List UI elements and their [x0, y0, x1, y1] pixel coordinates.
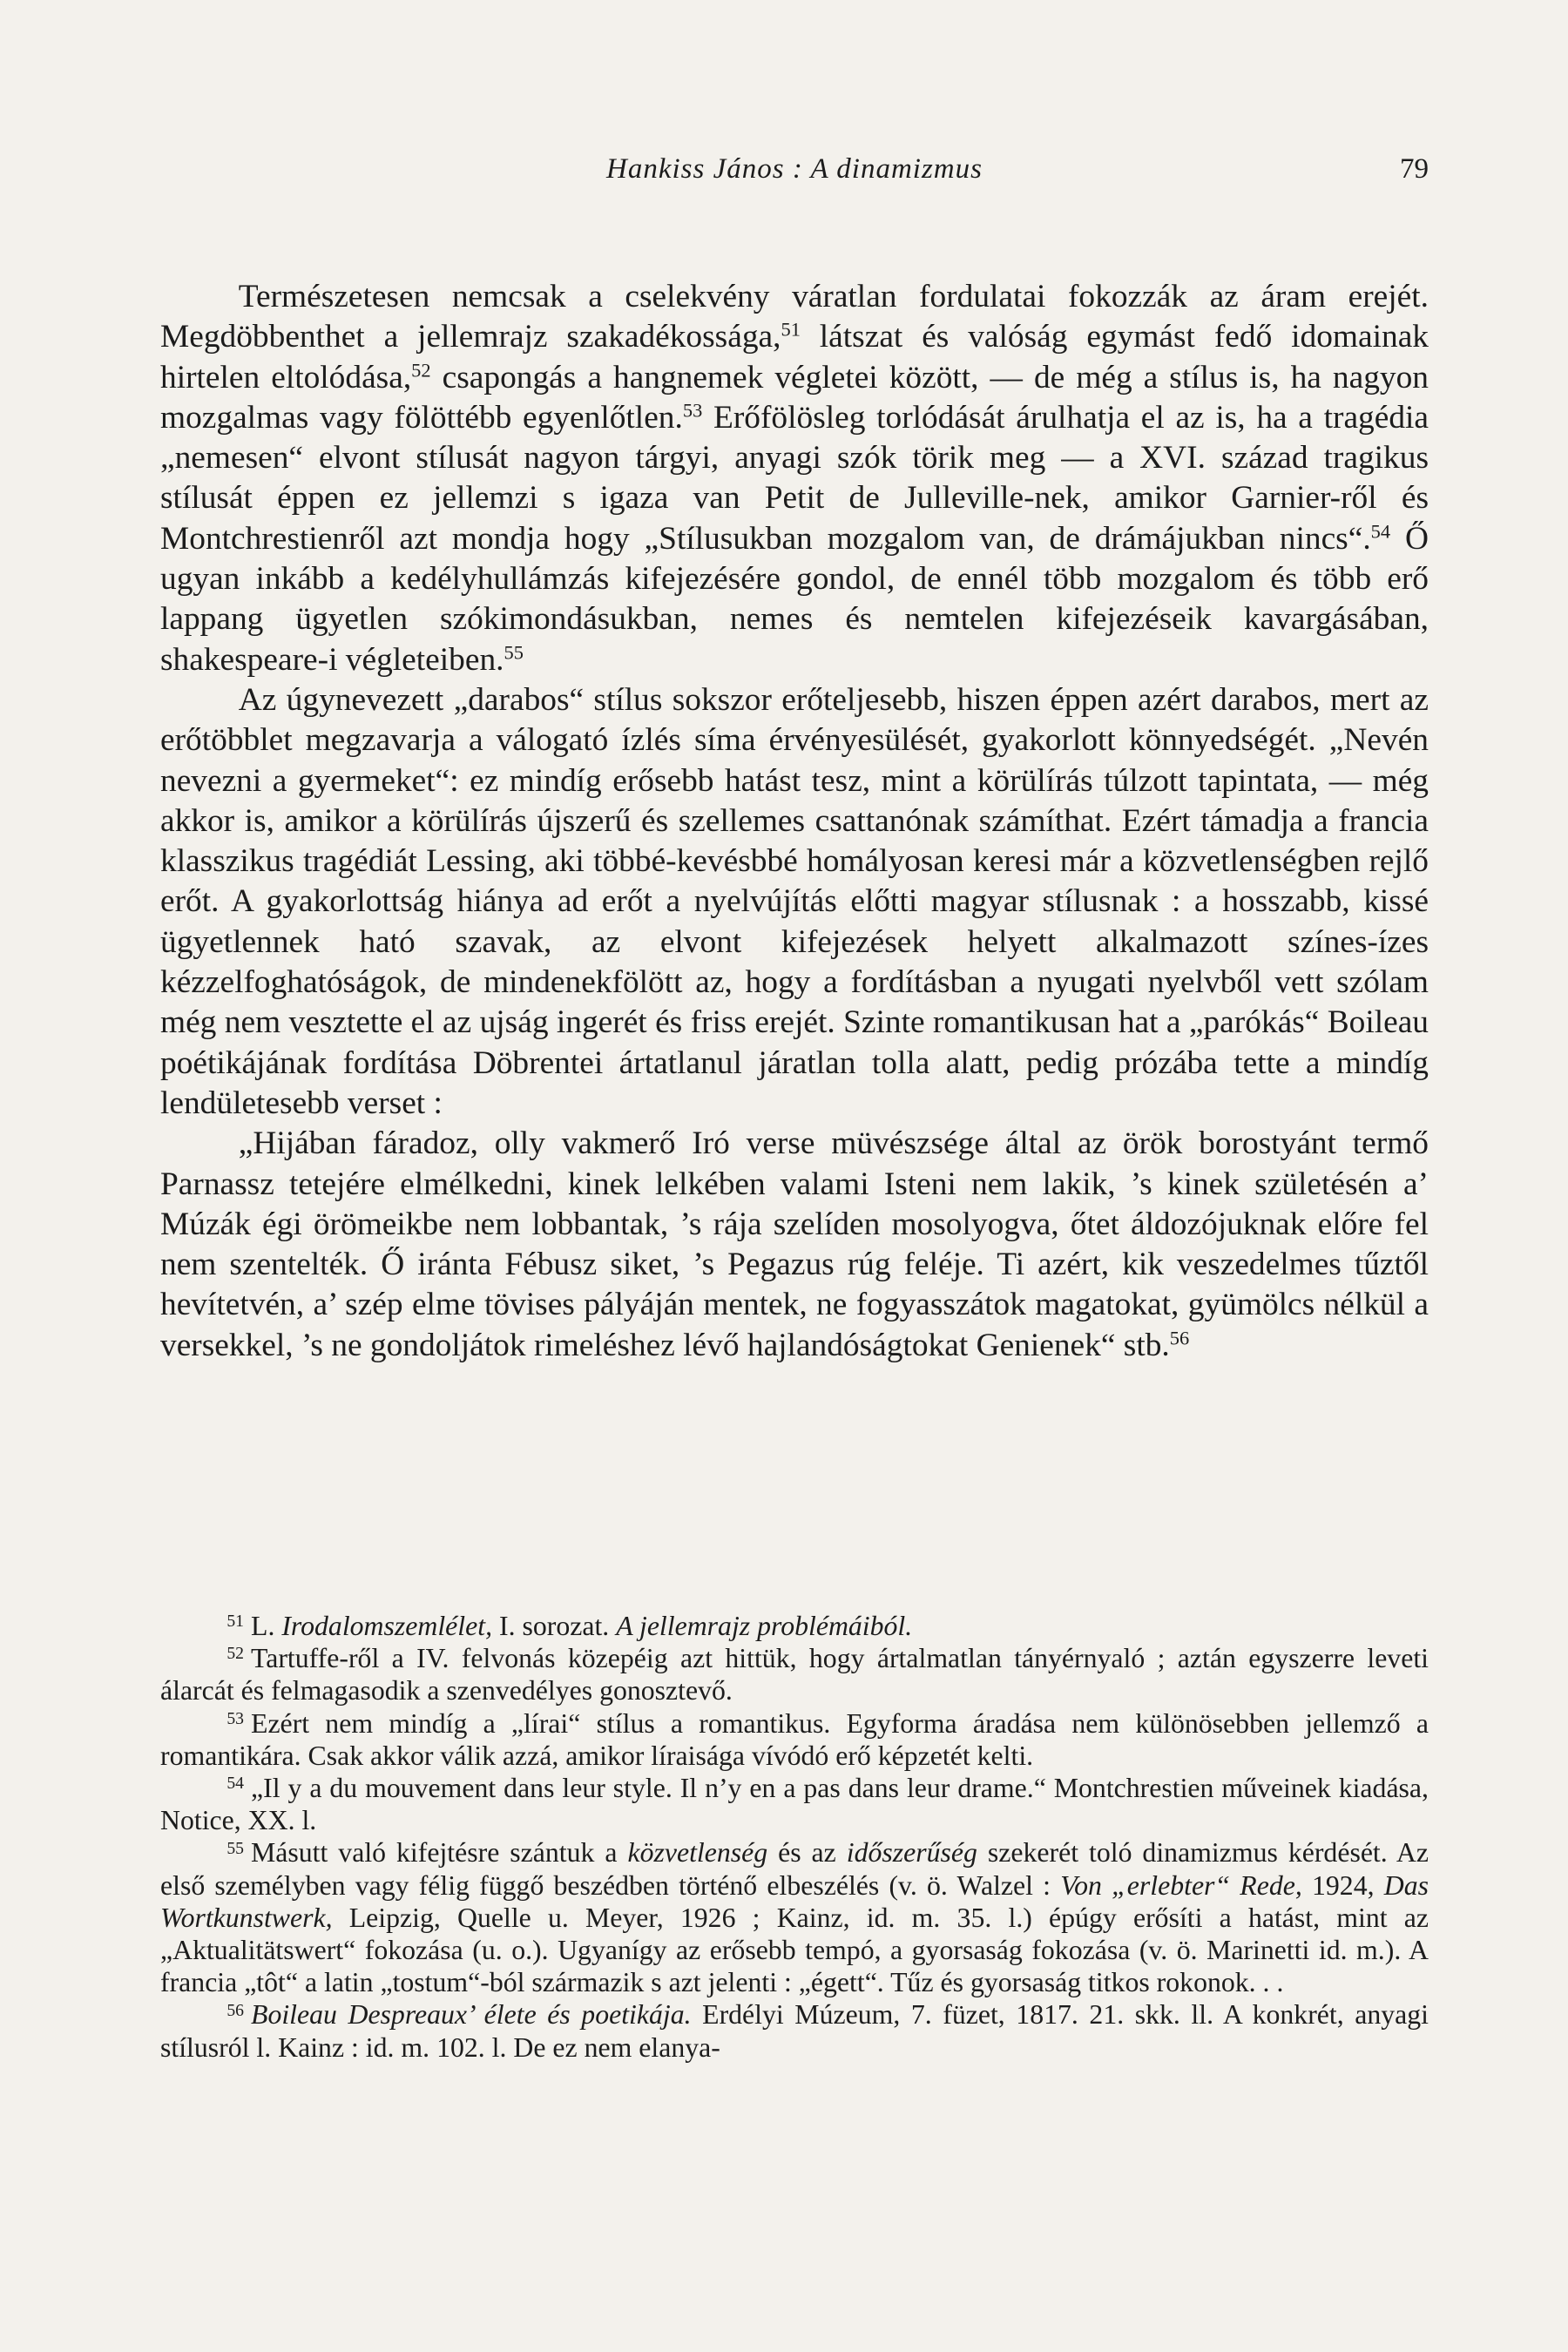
italic-run: időszerűség	[846, 1837, 977, 1869]
footnote-54	[160, 1772, 1429, 1836]
paragraph-2	[160, 680, 1429, 1124]
text-run: Erőfölösleg torlódását árulhatja el az is, ha a tragédia „nemesen“ elvont stílusát nagyon tárgyi, anyagi szók törik meg — a XVI. század tragikus stílusát éppen ez jellemzi s igaza van Petit de Julleville-nek, amikor Garnier-ről és Montchrestienről azt mondja hogy „Stílusukban mozgalom van, de drámájukban nincs“.	[160, 399, 1429, 557]
text-run: csapongás a hangnemek végletei között, — de még a stílus is, ha nagyon mozgalmas vagy fölöttébb egyenlőtlen.	[160, 359, 1429, 436]
italic-run: Irodalomszemlélet,	[281, 1611, 493, 1641]
main-text	[160, 277, 1429, 1366]
footnote-55	[160, 1836, 1429, 1998]
page-header	[160, 153, 1429, 195]
text-run: „Hijában fáradoz, olly vakmerő Iró verse müvészsége által az örök borostyánt termő Parnassz tetejére elmélkedni, kinek lelkében valami Isteni nem lakik, ’s kinek születésén a’ Múzák égi örömeikbe nem lobbantak, ’s rája szelíden mosolyogva, őtet áldozójuknak előre fel nem szentelték. Ő iránta Fébusz siket, ’s Pegazus rúg feléje. Ti azért, kik veszedelmes tűztől hevítetvén, a’ szép elme tövises pályáján mentek, ne fogyasszátok magatokat, gyümölcs nélkül a versekkel, ’s ne gondoljátok rimeléshez lévő hajlandóságtokat Genienek“ stb.	[160, 1125, 1429, 1363]
text-run: és az	[767, 1837, 847, 1869]
text-run: Természetesen nemcsak a cselekvény váratlan fordulatai fokozzák az áram erejét. Megdöbbenthet a jellemrajz szakadékossága,	[160, 279, 1429, 355]
text-run: szekerét toló dinamizmus kérdését. Az első személyben vagy félig függő beszédben történő elbeszélés (v. ö. Walzel :	[160, 1837, 1429, 1901]
text-run: L.	[251, 1611, 282, 1641]
footnote-mark: 54	[226, 1774, 245, 1794]
footnote-ref: 53	[682, 399, 703, 422]
footnote-ref: 51	[781, 318, 801, 341]
text-run: 1924,	[1301, 1869, 1384, 1901]
footnotes	[160, 1610, 1429, 2064]
text-run: I. sorozat.	[492, 1611, 617, 1641]
italic-run: közvetlenség	[627, 1837, 768, 1869]
quotation-paragraph	[160, 1124, 1429, 1366]
italic-run: Boileau Despreaux’ élete és poetikája.	[251, 1999, 692, 2031]
footnote-51	[160, 1610, 1429, 1642]
footnote-mark: 55	[226, 1838, 245, 1858]
footnote-mark: 56	[226, 2000, 245, 2020]
page-number: 79	[1400, 153, 1429, 185]
footnote-ref: 56	[1169, 1327, 1190, 1349]
footnote-56	[160, 1998, 1429, 2063]
text-run: Ezért nem mindíg a „lírai“ stílus a romantikus. Egyforma áradása nem különösebben jellemző a romantikára. Csak akkor válik azzá, amikor líraisága vívódó erő képzetét kelti.	[160, 1707, 1429, 1771]
footnote-ref: 52	[411, 359, 431, 382]
text-run: Ő ugyan inkább a kedélyhullámzás kifejezésére gondol, de ennél több mozgalom és több erő lappang ügyetlen szókimondásukban, nemes és nemtelen kifejezéseik kavargásában, shakespeare-i végleteiben.	[160, 520, 1429, 678]
footnote-ref: 55	[504, 641, 524, 664]
italic-run: Das Wortkunstwerk,	[160, 1869, 1429, 1933]
footnote-mark: 53	[226, 1708, 245, 1728]
italic-run: A jellemrajz problémáiból.	[616, 1611, 913, 1641]
footnote-ref: 54	[1370, 520, 1391, 543]
text-run: Az úgynevezett „darabos“ stílus sokszor erőteljesebb, hiszen éppen azért darabos, mert az erőtöbblet megzavarja a válogató ízlés síma érvényesülését, gyakorlott könnyedségét. „Nevén nevezni a gyermeket“: ez mindíg erősebb hatást tesz, mint a körülírás túlzott tapintata, — még akkor is, amikor a körülírás újszerű és szellemes csattanónak számíthat. Ezért támadja a francia klasszikus tragédiát Lessing, aki többé-kevésbbé homályosan keresi már a közvetlenségben rejlő erőt. A gyakorlottság hiánya ad erőt a nyelvújítás előtti magyar stílusnak : a hosszabb, kissé ügyetlennek ható szavak, az elvont kifejezések helyett alkalmazott színes-ízes kézzelfoghatóságok, de mindenekfölött az, hogy a fordításban a nyugati nyelvből vett szólam még nem vesztette el az ujság ingerét és friss erejét. Szinte romantikusan hat a „parókás“ Boileau poétikájának fordítása Döbrentei ártatlanul járatlan tolla alatt, pedig prózába tette a mindíg lendületesebb verset :	[160, 681, 1429, 1121]
running-title: Hankiss János : A dinamizmus	[606, 153, 983, 185]
text-run: Tartuffe-ről a IV. felvonás közepéig azt hittük, hogy ártalmatlan tányérnyaló ; aztán egyszerre leveti álarcát és felmagasodik a szenvedélyes gonosztevő.	[160, 1643, 1429, 1707]
text-run: Másutt való kifejtésre szántuk a	[251, 1837, 628, 1869]
footnote-mark: 51	[226, 1612, 245, 1632]
footnote-mark: 52	[226, 1644, 245, 1664]
footnote-52	[160, 1642, 1429, 1707]
text-run: látszat és valóság egymást fedő idomainak hirtelen eltolódása,	[160, 319, 1429, 395]
text-run: „Il y a du mouvement dans leur style. Il n’y en a pas dans leur drame.“ Montchrestien műveinek kiadása, Notice, XX. l.	[160, 1773, 1429, 1836]
text-run: Leipzig, Quelle u. Meyer, 1926 ; Kainz, id. m. 35. l.) épúgy erősíti a hatást, mint az „Aktualitätswert“ fokozása (u. o.). Ugyanígy az erősebb tempó, a gyorsaság fokozása (v. ö. Marinetti id. m.). A francia „tôt“ a latin „tostum“-ból származik s azt jelenti : „égett“. Tűz és gyorsaság titkos rokonok. . .	[160, 1902, 1429, 1998]
text-run: Erdélyi Múzeum, 7. füzet, 1817. 21. skk. ll. A konkrét, anyagi stílusról l. Kainz : id. m. 102. l. De ez nem elanya-	[160, 1999, 1429, 2063]
italic-run: Von „erlebter“ Rede,	[1060, 1869, 1302, 1901]
paragraph-1	[160, 277, 1429, 680]
footnote-53	[160, 1707, 1429, 1772]
